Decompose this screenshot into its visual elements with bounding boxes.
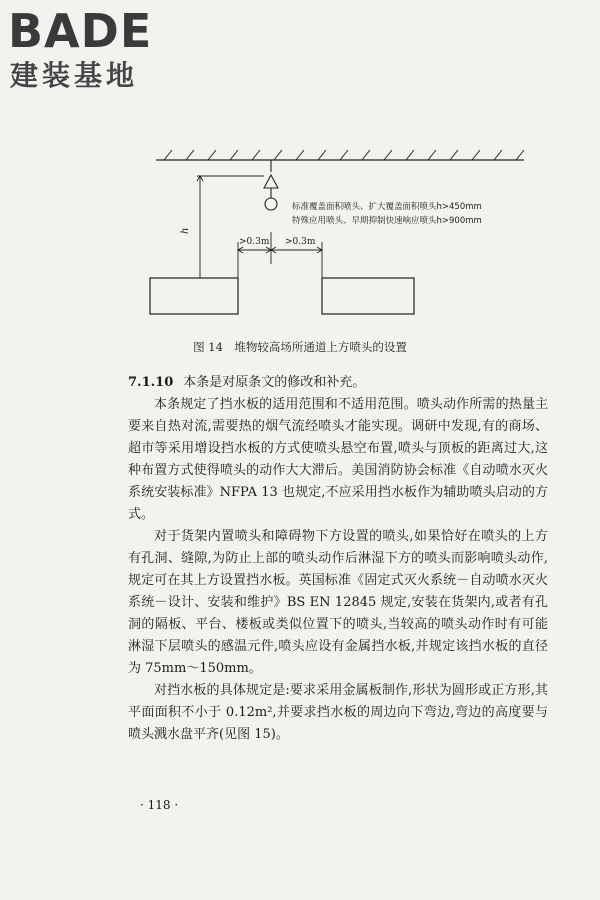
figure-note-line-2: 特殊应用喷头、早期抑制快速响应喷头h>900mm xyxy=(292,216,482,226)
section-title: 本条是对原条文的修改和补充。 xyxy=(183,375,366,390)
section-number: 7.1.10 xyxy=(128,375,174,390)
logo-wordmark: BADE xyxy=(8,4,153,58)
page-number: · 118 · xyxy=(140,798,179,812)
height-label: h xyxy=(180,227,191,234)
paragraph: 对于货架内置喷头和障碍物下方设置的喷头,如果恰好在喷头的上方有孔洞、缝隙,为防止上部的喷头动作后淋湿下方的喷头而影响喷头动作,规定可在其上方设置挡水板。英国标准《固定式灭火系统－自动喷水灭火系统－设计、安装和维护》BS EN 12845 规定,安装在货架内,或者有孔洞的隔板、平台、楼板或类似位置下的喷头,当较高的喷头动作时有可能淋湿下层喷头的感温元件,喷头应设有金属挡水板,并规定该挡水板的直径为 75mm～150mm。 xyxy=(128,529,548,676)
paragraph: 对挡水板的具体规定是:要求采用金属板制作,形状为圆形或正方形,其平面面积不小于 0.12m²,并要求挡水板的周边向下弯边,弯边的高度要与喷头溅水盘平齐(见图 15)。 xyxy=(128,683,548,742)
logo-subtitle: 建装基地 xyxy=(10,59,139,92)
ceiling-hatching xyxy=(164,150,524,160)
clearance-label-left: >0.3m xyxy=(239,237,270,247)
section-body xyxy=(128,372,548,746)
figure-14-diagram xyxy=(140,138,540,318)
figure-note-line-1: 标准覆盖面积喷头、扩大覆盖面积喷头h>450mm xyxy=(292,202,482,212)
sprinkler-head-icon xyxy=(264,160,278,210)
right-storage-rack xyxy=(322,278,414,314)
clearance-label-right: >0.3m xyxy=(285,237,316,247)
bade-logo xyxy=(8,6,188,96)
figure-caption: 图 14 堆物较高场所通道上方喷头的设置 xyxy=(193,340,407,354)
height-dimension xyxy=(197,176,264,278)
section-heading xyxy=(128,372,548,394)
left-storage-rack xyxy=(150,278,238,314)
paragraph: 本条规定了挡水板的适用范围和不适用范围。喷头动作所需的热量主要来自热对流,需要热的烟气流经喷头才能实现。调研中发现,有的商场、超市等采用增设挡水板的方式使喷头悬空布置,喷头与顶板的距离过大,这种布置方式使得喷头的动作大大滞后。美国消防协会标准《自动喷水灭火系统安装标准》NFPA 13 也规定,不应采用挡水板作为辅助喷头启动的方式。 xyxy=(128,397,548,522)
